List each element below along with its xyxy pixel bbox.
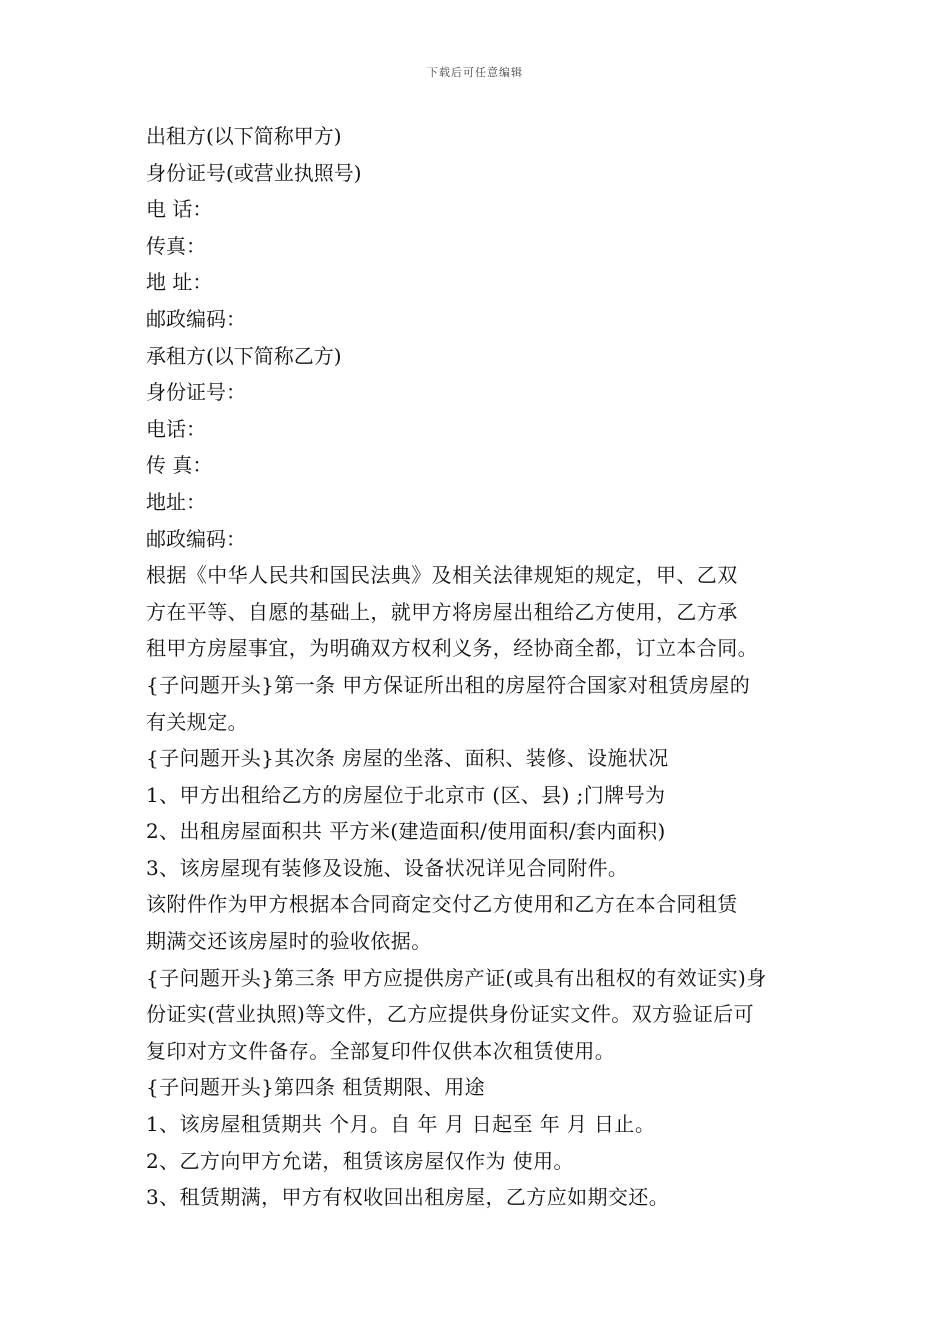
preamble-line: 租甲方房屋事宜，为明确双方权利义务，经协商全都，订立本合同。 xyxy=(146,636,758,661)
lessee-phone: 电话： xyxy=(146,416,206,441)
lessee-title: 承租方(以下简称乙方) xyxy=(146,343,342,368)
article-1 xyxy=(146,667,812,740)
lessor-fax: 传真： xyxy=(146,233,206,258)
lessor-title: 出租方(以下简称甲方) xyxy=(146,124,342,148)
article-3-line: 复印对方文件备存。全部复印件仅供本次租赁使用。 xyxy=(146,1038,616,1063)
article-2-title: {子问题开头}其次条 房屋的坐落、面积、装修、设施状况 xyxy=(146,746,669,771)
preamble-line: 根据《中华人民共和国民法典》及相关法律规矩的规定，甲、乙双 xyxy=(146,563,738,588)
lessor-postcode: 邮政编码： xyxy=(146,306,246,331)
article-4 xyxy=(146,1069,812,1215)
lessee-postcode: 邮政编码： xyxy=(146,526,246,551)
article-3-line: {子问题开头}第三条 甲方应提供房产证(或具有出租权的有效证实)身 xyxy=(146,965,767,990)
lessor-address: 地 址： xyxy=(146,270,213,295)
article-2-item: 3、该房屋现有装修及设施、设备状况详见合同附件。 xyxy=(146,855,629,880)
article-4-item: 3、租赁期满，甲方有权收回出租房屋，乙方应如期交还。 xyxy=(146,1185,670,1210)
lessee-address: 地址： xyxy=(146,489,206,514)
lessee-section xyxy=(146,338,812,558)
lessor-id-number: 身份证号(或营业执照号) xyxy=(146,160,362,185)
article-4-title: {子问题开头}第四条 租赁期限、用途 xyxy=(146,1075,486,1100)
article-3-line: 份证实(营业执照)等文件，乙方应提供身份证实文件。双方验证后可 xyxy=(146,1002,755,1027)
header-note: 下载后可任意编辑 xyxy=(427,66,523,79)
article-2 xyxy=(146,740,812,960)
article-3 xyxy=(146,960,812,1070)
lessee-id-number: 身份证号： xyxy=(146,380,246,405)
document-body xyxy=(146,118,812,1216)
article-4-item: 1、该房屋租赁期共 个月。自 年 月 日起至 年 月 日止。 xyxy=(146,1112,656,1137)
article-2-item: 1、甲方出租给乙方的房屋位于北京市 (区、县) ;门牌号为 xyxy=(146,782,666,807)
article-2-note-line: 期满交还该房屋时的验收依据。 xyxy=(146,929,432,954)
preamble-line: 方在平等、自愿的基础上，就甲方将房屋出租给乙方使用，乙方承 xyxy=(146,599,738,624)
preamble-paragraph xyxy=(146,557,812,667)
article-2-note-line: 该附件作为甲方根据本合同商定交付乙方使用和乙方在本合同租赁 xyxy=(146,892,738,917)
lessor-section xyxy=(146,118,812,338)
article-4-item: 2、乙方向甲方允诺，租赁该房屋仅作为 使用。 xyxy=(146,1148,574,1173)
article-1-line: 有关规定。 xyxy=(146,709,248,734)
article-1-line: {子问题开头}第一条 甲方保证所出租的房屋符合国家对租赁房屋的 xyxy=(146,672,751,697)
article-2-item: 2、出租房屋面积共 平方米(建造面积/使用面积/套内面积) xyxy=(146,819,666,844)
lessor-phone: 电 话： xyxy=(146,197,213,222)
lessee-fax: 传 真： xyxy=(146,453,213,478)
